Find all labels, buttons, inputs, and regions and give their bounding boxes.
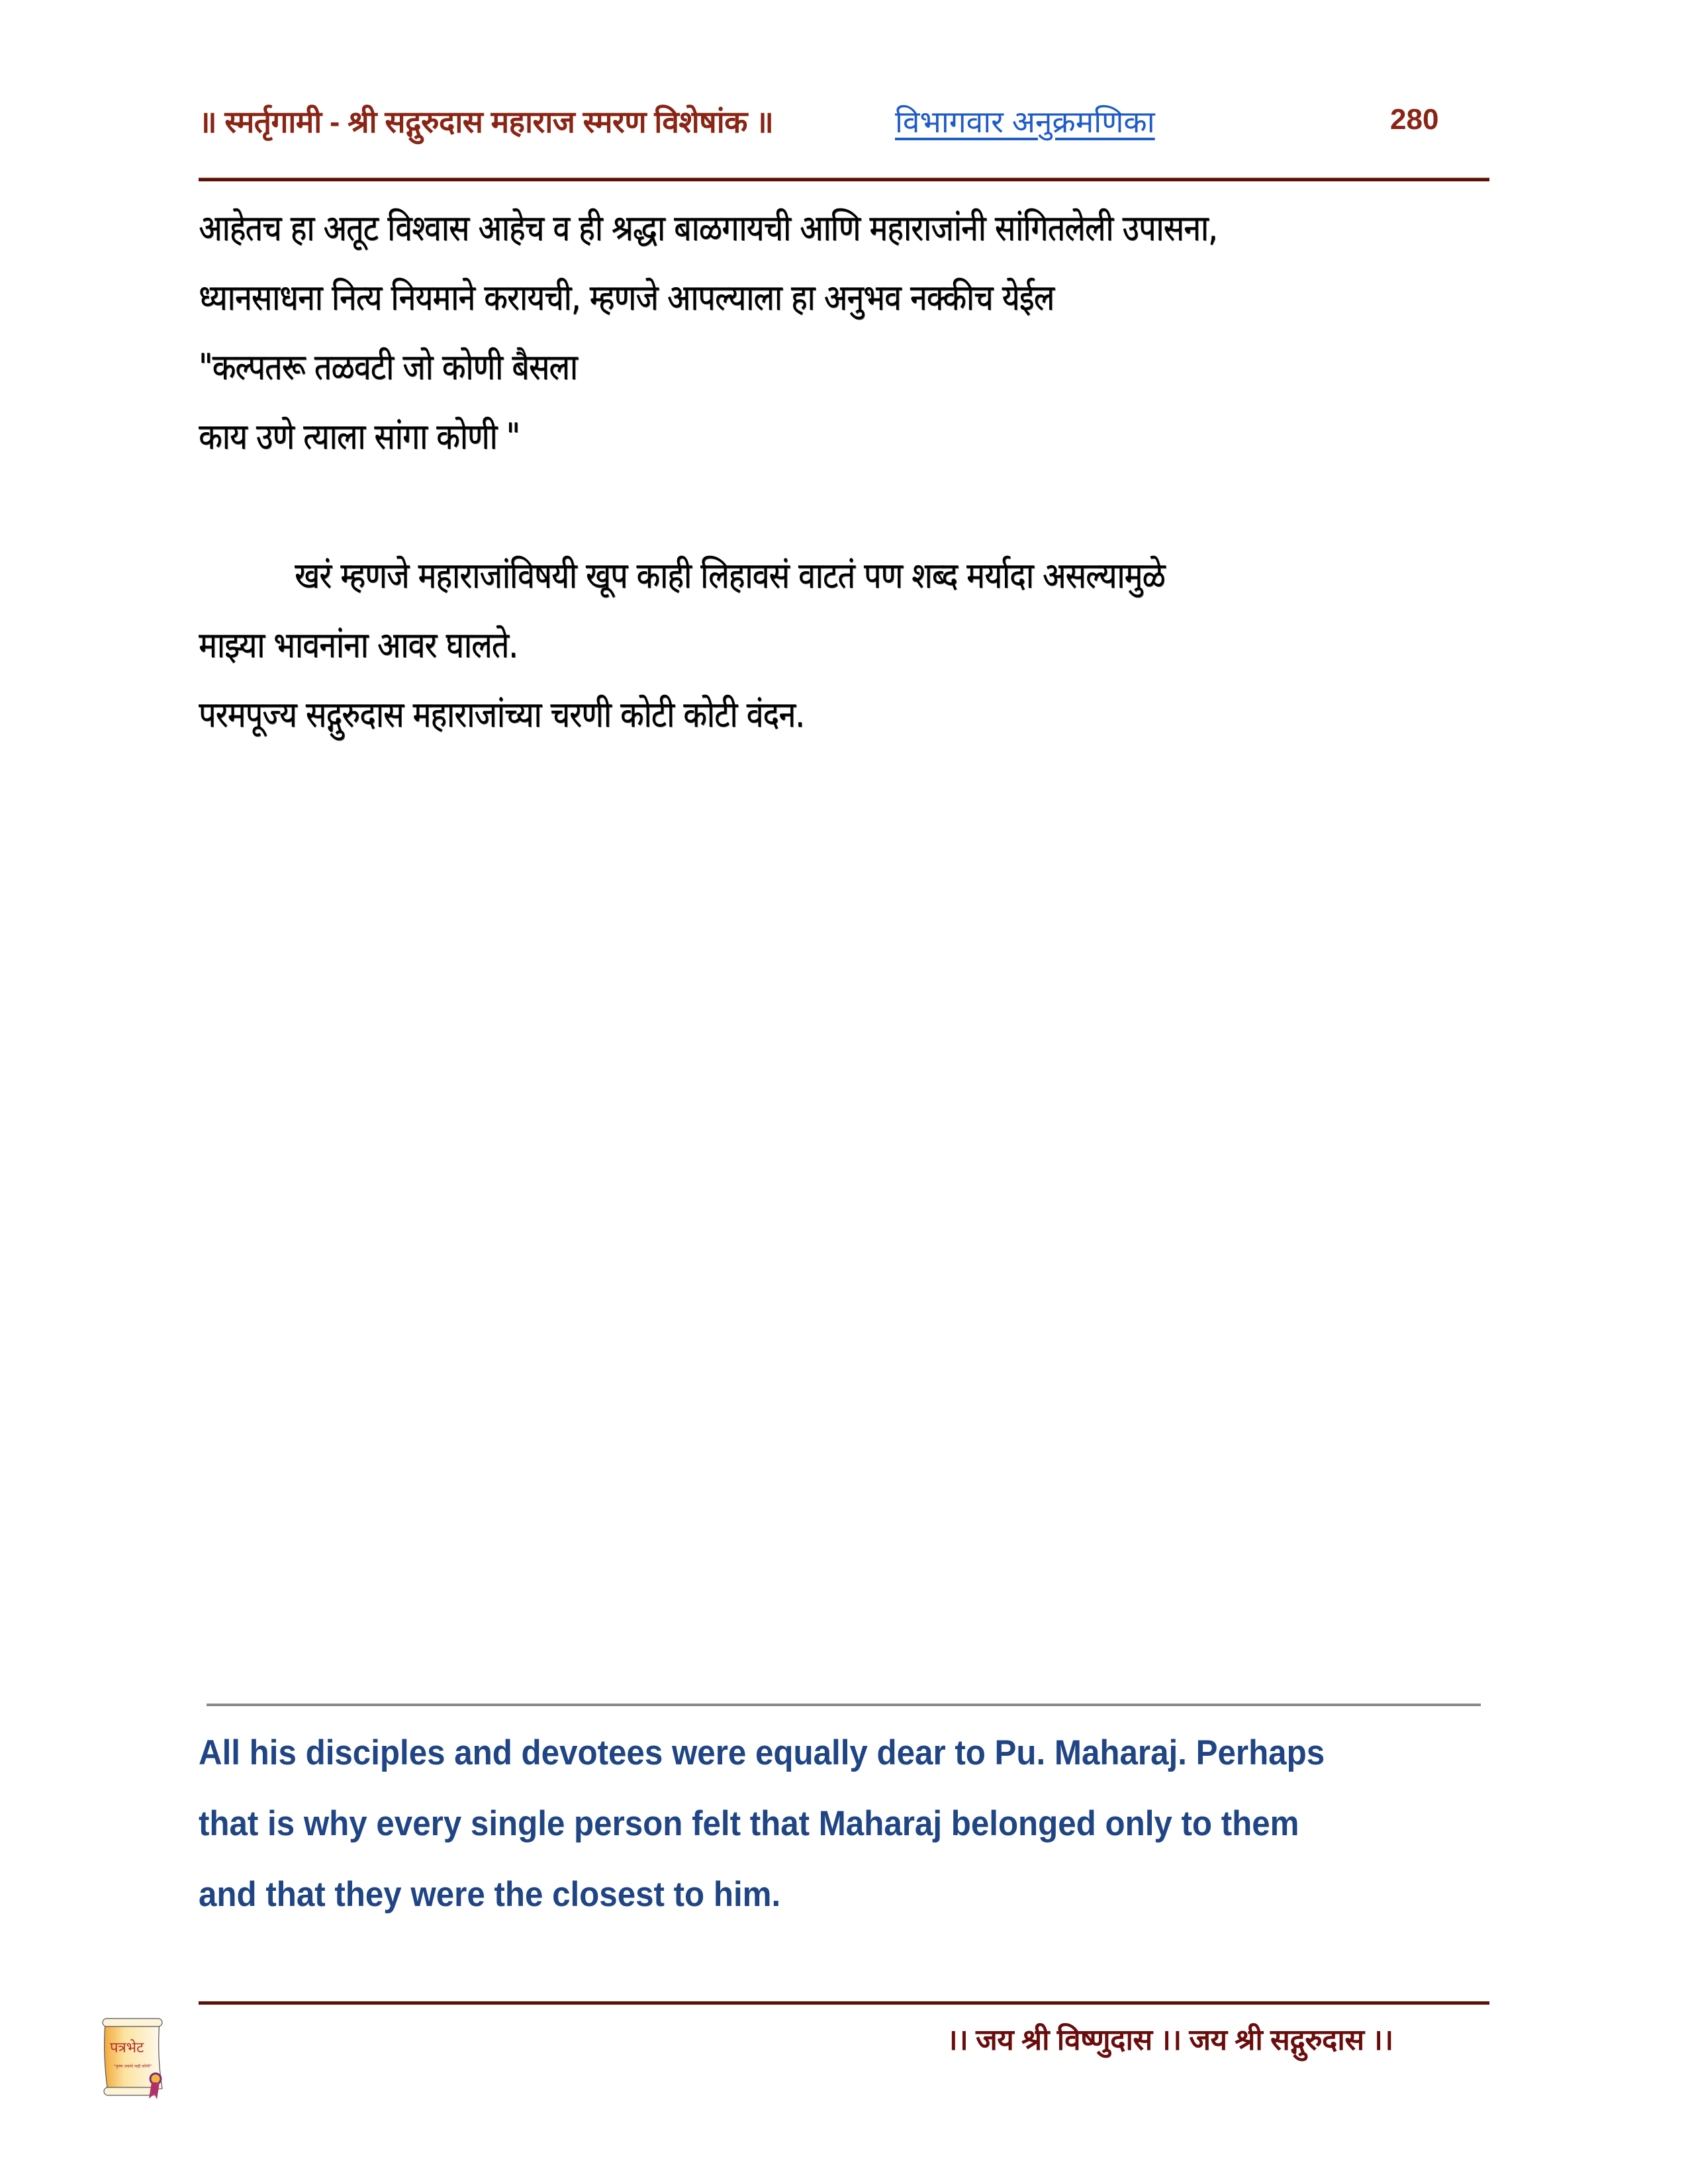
body-line: ध्यानसाधना नित्य नियमाने करायची, म्हणजे आपल्याला हा अनुभव नक्कीच येईल (199, 277, 1055, 318)
quote-line: and that they were the closest to him. (199, 1875, 781, 1914)
section-index-link[interactable]: विभागवार अनुक्रमणिका (895, 105, 1155, 139)
quote-line: that is why every single person felt that Maharaj belonged only to them (199, 1804, 1299, 1843)
logo-subtitle: "कृष्ण जयाचे नाही कोणी" (114, 2064, 152, 2069)
body-line: परमपूज्य सद्गुरुदास महाराजांच्या चरणी कोटी कोटी वंदन. (199, 694, 805, 735)
section-divider (207, 1704, 1481, 1706)
body-line: माझ्या भावनांना आवर घालते. (199, 624, 518, 666)
quote-line: All his disciples and devotees were equally dear to Pu. Maharaj. Perhaps (199, 1733, 1325, 1772)
footer-rule (199, 2001, 1489, 2005)
logo-title: पत्रभेट (110, 2040, 144, 2056)
magazine-title: ॥ स्मर्तृगामी - श्री सद्गुरुदास महाराज स्मरण विशेषांक ॥ (199, 105, 774, 139)
header-rule (199, 177, 1489, 181)
page-number: 280 (1390, 103, 1439, 136)
body-line: खरं म्हणजे महाराजांविषयी खूप काही लिहावसं वाटतं पण शब्द मर्यादा असल्यामुळे (295, 555, 1165, 596)
verse-line: काय उणे त्याला सांगा कोणी " (199, 416, 520, 457)
scroll-ribbon-icon (96, 2016, 169, 2102)
footer-salutation: ।। जय श्री विष्णुदास ।। जय श्री सद्गुरुदास ।। (947, 2024, 1393, 2056)
body-line: आहेतच हा अतूट विश्वास आहेच व ही श्रद्धा बाळगायची आणि महाराजांनी सांगितलेली उपासना, (199, 207, 1217, 249)
verse-line: "कल्पतरू तळवटी जो कोणी बैसला (199, 346, 577, 388)
